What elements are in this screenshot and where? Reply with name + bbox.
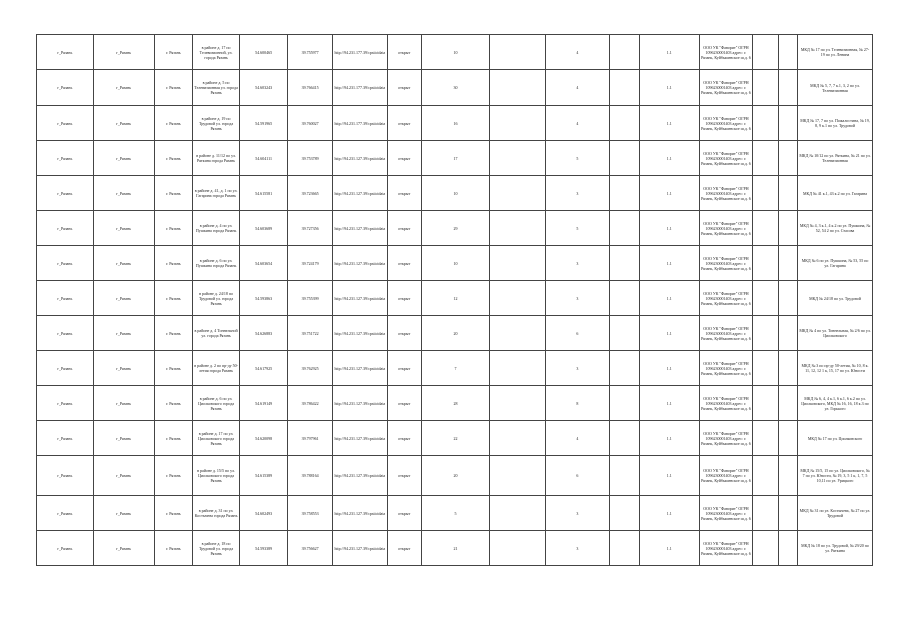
link-cell: http://94.231.127.39/cpsticidata (333, 176, 388, 211)
settlement-cell: г_Рязань (37, 281, 94, 316)
latitude-cell: 54.603654 (240, 246, 288, 281)
container-count-cell: 3 (545, 531, 609, 566)
container-count-cell: 3 (545, 496, 609, 531)
blank-cell (753, 246, 779, 281)
latitude-cell: 54.619149 (240, 386, 288, 421)
settlement-cell: г_Рязань (37, 351, 94, 386)
longitude-cell: 39.724179 (288, 246, 333, 281)
blank-cell (609, 70, 639, 106)
blank-cell (753, 386, 779, 421)
area-cell: 29 (421, 211, 489, 246)
settlement-cell: г_Рязань (37, 496, 94, 531)
site-type-cell: открыт (387, 35, 421, 70)
latitude-cell: 54.615389 (240, 456, 288, 496)
city-cell: г. Рязань (154, 531, 192, 566)
served-buildings-cell: МКД № 6, 4, 4 к.1, 6 к.1, 6 к.2 по ул. Циолковского, МКД № 16, 16, 18 к.3 по ул. Горького (798, 386, 873, 421)
capacity-cell: 1.1 (639, 246, 699, 281)
served-buildings-cell: МКД № 17 по ул. Циолковского (798, 421, 873, 456)
address-cell: в районе д. 11/12 по ул. Ряткина города Рязань (193, 141, 240, 176)
container-count-cell: 6 (545, 456, 609, 496)
link-cell: http://94.231.177.39/cpsticidata (333, 35, 388, 70)
address-cell: в районе д. 18 по Трудовой ул. города Рязань (193, 531, 240, 566)
blank-cell (778, 531, 797, 566)
district-cell: г_Рязань (93, 106, 154, 141)
area-cell: 20 (421, 316, 489, 351)
link-cell: http://94.231.127.39/cpsticidata (333, 281, 388, 316)
settlement-cell: г_Рязань (37, 421, 94, 456)
served-buildings-cell: МКД № 4, 3 к.1, 4 к.2 по ул. Пушкина, № 52, 54 2 по ул. Стасова (798, 211, 873, 246)
settlement-cell: г_Рязань (37, 531, 94, 566)
served-buildings-cell: МКД № 41 к.1, 43 к.2 по ул. Гагарина (798, 176, 873, 211)
site-type-cell: открыт (387, 246, 421, 281)
container-count-cell: 3 (545, 176, 609, 211)
container-count-cell: 4 (545, 70, 609, 106)
address-cell: в районе д. 24/18 по Трудовой ул. города Рязань (193, 281, 240, 316)
blank-cell (753, 211, 779, 246)
blank-cell (609, 316, 639, 351)
longitude-cell: 39.758553 (288, 496, 333, 531)
served-buildings-cell: МКД № 18 по ул. Трудовой, № 29/20 по ул. Ряткина (798, 531, 873, 566)
latitude-cell: 54.603689 (240, 211, 288, 246)
container-count-cell: 5 (545, 211, 609, 246)
latitude-cell: 54.593389 (240, 531, 288, 566)
city-cell: г. Рязань (154, 386, 192, 421)
table-body (37, 35, 873, 566)
blank-cell (490, 70, 546, 106)
table-row (37, 281, 873, 316)
settlement-cell: г_Рязань (37, 316, 94, 351)
address-cell: в районе д. 19 по Трудовой ул. города Рязань (193, 106, 240, 141)
link-cell: http://94.231.127.39/cpsticidata (333, 351, 388, 386)
settlement-cell: г_Рязань (37, 456, 94, 496)
settlement-cell: г_Рязань (37, 246, 94, 281)
served-buildings-cell: МКД № 17, 7 по ул. Пожалостина, № 19, 8, 9 к.1 по ул. Трудовой (798, 106, 873, 141)
blank-cell (609, 531, 639, 566)
capacity-cell: 1.1 (639, 496, 699, 531)
owner-cell: ООО УК "Фаворит" ОГРН 1096230001403 адрес: г. Рязань, Куйбышевское ш.д. 6 (699, 70, 752, 106)
district-cell: г_Рязань (93, 176, 154, 211)
settlement-cell: г_Рязань (37, 106, 94, 141)
site-type-cell: открыт (387, 351, 421, 386)
blank-cell (753, 351, 779, 386)
table-row (37, 421, 873, 456)
blank-cell (753, 531, 779, 566)
blank-cell (609, 456, 639, 496)
table-row (37, 211, 873, 246)
blank-cell (753, 496, 779, 531)
blank-cell (753, 141, 779, 176)
address-cell: в районе д. 2 по пр-ду 50-летия города Рязань (193, 351, 240, 386)
owner-cell: ООО УК "Фаворит" ОГРН 1096230001403 адрес: г. Рязань, Куйбышевское ш.д. 6 (699, 531, 752, 566)
link-cell: http://94.231.127.39/cpsticidata (333, 141, 388, 176)
container-count-cell: 3 (545, 281, 609, 316)
table-row (37, 106, 873, 141)
district-cell: г_Рязань (93, 70, 154, 106)
table-row (37, 386, 873, 421)
blank-cell (609, 386, 639, 421)
area-cell: 21 (421, 531, 489, 566)
longitude-cell: 39.755399 (288, 281, 333, 316)
blank-cell (778, 141, 797, 176)
latitude-cell: 54.591965 (240, 106, 288, 141)
longitude-cell: 39.797961 (288, 421, 333, 456)
address-cell: в районе д. 4 Тоннельной ул. города Рязань (193, 316, 240, 351)
owner-cell: ООО УК "Фаворит" ОГРН 1096230001403 адрес: г. Рязань, Куйбышевское ш.д. 6 (699, 316, 752, 351)
longitude-cell: 39.760027 (288, 106, 333, 141)
city-cell: г. Рязань (154, 456, 192, 496)
blank-cell (490, 531, 546, 566)
blank-cell (778, 35, 797, 70)
owner-cell: ООО УК "Фаворит" ОГРН 1096230001403 адрес: г. Рязань, Куйбышевское ш.д. 6 (699, 496, 752, 531)
district-cell: г_Рязань (93, 456, 154, 496)
address-cell: в районе д. 31 по ул. Костычева города Рязань (193, 496, 240, 531)
city-cell: г. Рязань (154, 496, 192, 531)
area-cell: 5 (421, 496, 489, 531)
table-row (37, 316, 873, 351)
site-type-cell: открыт (387, 496, 421, 531)
address-cell: в районе д. 4 по ул. Пушкина города Рязань (193, 211, 240, 246)
capacity-cell: 1.1 (639, 211, 699, 246)
link-cell: http://94.231.177.39/cpsticidata (333, 70, 388, 106)
served-buildings-cell: МКД № 6 по ул. Пушкина, № 53, 55 по ул. Гагарина (798, 246, 873, 281)
district-cell: г_Рязань (93, 141, 154, 176)
address-cell: в районе д. 6 по ул. Пушкина города Рязань (193, 246, 240, 281)
container-count-cell: 4 (545, 421, 609, 456)
area-cell: 30 (421, 70, 489, 106)
container-count-cell: 8 (545, 386, 609, 421)
served-buildings-cell: МКД № 15/5, 15 по ул. Циолковского, № 7 по ул. Юности, № 19, 3, 5 1 к, 1, 7, 5 10,11 по ул. Урицкого (798, 456, 873, 496)
blank-cell (490, 456, 546, 496)
site-type-cell: открыт (387, 281, 421, 316)
area-cell: 20 (421, 456, 489, 496)
capacity-cell: 1.1 (639, 351, 699, 386)
city-cell: г. Рязань (154, 246, 192, 281)
table-row (37, 35, 873, 70)
capacity-cell: 1.1 (639, 456, 699, 496)
blank-cell (778, 316, 797, 351)
blank-cell (490, 496, 546, 531)
district-cell: г_Рязань (93, 531, 154, 566)
area-cell: 10 (421, 176, 489, 211)
site-type-cell: открыт (387, 141, 421, 176)
latitude-cell: 54.603243 (240, 70, 288, 106)
table-row (37, 246, 873, 281)
served-buildings-cell: МКД № 10/12 по ул. Ряткина, № 21 по ул. Телевизионная (798, 141, 873, 176)
link-cell: http://94.231.177.39/cpsticidata (333, 106, 388, 141)
latitude-cell: 54.600465 (240, 35, 288, 70)
settlement-cell: г_Рязань (37, 386, 94, 421)
blank-cell (753, 35, 779, 70)
served-buildings-cell: МКД № 31 по ул. Костычева, № 27 по ул. Трудовой (798, 496, 873, 531)
latitude-cell: 54.602493 (240, 496, 288, 531)
area-cell: 22 (421, 421, 489, 456)
area-cell: 10 (421, 246, 489, 281)
link-cell: http://94.231.127.39/cpsticidata (333, 386, 388, 421)
city-cell: г. Рязань (154, 421, 192, 456)
blank-cell (609, 35, 639, 70)
link-cell: http://94.231.127.39/cpsticidata (333, 456, 388, 496)
owner-cell: ООО УК "Фаворит" ОГРН 1096230001403 адрес: г. Рязань, Куйбышевское ш.д. 6 (699, 141, 752, 176)
longitude-cell: 39.762925 (288, 351, 333, 386)
blank-cell (778, 211, 797, 246)
blank-cell (753, 421, 779, 456)
owner-cell: ООО УК "Фаворит" ОГРН 1096230001403 адрес: г. Рязань, Куйбышевское ш.д. 6 (699, 281, 752, 316)
table-row (37, 496, 873, 531)
blank-cell (490, 316, 546, 351)
latitude-cell: 54.626883 (240, 316, 288, 351)
area-cell: 16 (421, 106, 489, 141)
blank-cell (778, 386, 797, 421)
blank-cell (753, 316, 779, 351)
table-row (37, 70, 873, 106)
area-cell: 28 (421, 386, 489, 421)
district-cell: г_Рязань (93, 421, 154, 456)
site-type-cell: открыт (387, 106, 421, 141)
city-cell: г. Рязань (154, 141, 192, 176)
capacity-cell: 1.1 (639, 421, 699, 456)
link-cell: http://94.231.127.39/cpsticidata (333, 246, 388, 281)
registry-table (36, 34, 873, 566)
capacity-cell: 1.1 (639, 70, 699, 106)
area-cell: 10 (421, 35, 489, 70)
blank-cell (778, 351, 797, 386)
blank-cell (609, 496, 639, 531)
owner-cell: ООО УК "Фаворит" ОГРН 1096230001403 адрес: г. Рязань, Куйбышевское ш.д. 6 (699, 351, 752, 386)
blank-cell (753, 106, 779, 141)
area-cell: 12 (421, 281, 489, 316)
capacity-cell: 1.1 (639, 316, 699, 351)
blank-cell (778, 246, 797, 281)
latitude-cell: 54.615581 (240, 176, 288, 211)
settlement-cell: г_Рязань (37, 211, 94, 246)
capacity-cell: 1.1 (639, 106, 699, 141)
site-type-cell: открыт (387, 386, 421, 421)
link-cell: http://94.231.127.39/cpsticidata (333, 421, 388, 456)
capacity-cell: 1.1 (639, 176, 699, 211)
served-buildings-cell: МКД № 5, 7, 7 к.1, 3, 2 по ул. Телевизионная (798, 70, 873, 106)
blank-cell (753, 281, 779, 316)
site-type-cell: открыт (387, 211, 421, 246)
latitude-cell: 54.593863 (240, 281, 288, 316)
served-buildings-cell: МКД № 17 по ул. Телевизионная, № 27-19 по ул. Ленина (798, 35, 873, 70)
blank-cell (753, 456, 779, 496)
blank-cell (778, 421, 797, 456)
table-row (37, 141, 873, 176)
longitude-cell: 39.766415 (288, 70, 333, 106)
owner-cell: ООО УК "Фаворит" ОГРН 1096230001403 адрес: г. Рязань, Куйбышевское ш.д. 6 (699, 386, 752, 421)
district-cell: г_Рязань (93, 316, 154, 351)
longitude-cell: 39.751722 (288, 316, 333, 351)
owner-cell: ООО УК "Фаворит" ОГРН 1096230001403 адрес: г. Рязань, Куйбышевское ш.д. 6 (699, 456, 752, 496)
area-cell: 17 (421, 141, 489, 176)
district-cell: г_Рязань (93, 496, 154, 531)
settlement-cell: г_Рязань (37, 176, 94, 211)
site-type-cell: открыт (387, 531, 421, 566)
link-cell: http://94.231.127.39/cpsticidata (333, 316, 388, 351)
blank-cell (778, 106, 797, 141)
longitude-cell: 39.753789 (288, 141, 333, 176)
address-cell: в районе д. 6 по ул. Циолковского города Рязань (193, 386, 240, 421)
blank-cell (609, 141, 639, 176)
table-row (37, 351, 873, 386)
owner-cell: ООО УК "Фаворит" ОГРН 1096230001403 адрес: г. Рязань, Куйбышевское ш.д. 6 (699, 246, 752, 281)
city-cell: г. Рязань (154, 351, 192, 386)
served-buildings-cell: МКД № 24/18 по ул. Трудовой (798, 281, 873, 316)
blank-cell (778, 496, 797, 531)
blank-cell (490, 141, 546, 176)
latitude-cell: 54.604111 (240, 141, 288, 176)
blank-cell (490, 246, 546, 281)
city-cell: г. Рязань (154, 281, 192, 316)
district-cell: г_Рязань (93, 211, 154, 246)
area-cell: 7 (421, 351, 489, 386)
owner-cell: ООО УК "Фаворит" ОГРН 1096230001403 адрес: г. Рязань, Куйбышевское ш.д. 6 (699, 421, 752, 456)
blank-cell (778, 456, 797, 496)
table-row (37, 176, 873, 211)
capacity-cell: 1.1 (639, 141, 699, 176)
table-row (37, 531, 873, 566)
blank-cell (609, 246, 639, 281)
address-cell: в районе д. 41, д. 1 по ул. Гагарина города Рязань (193, 176, 240, 211)
container-count-cell: 6 (545, 316, 609, 351)
address-cell: в районе д. 5 по Телевизионная ул. города Рязань (193, 70, 240, 106)
blank-cell (490, 386, 546, 421)
blank-cell (490, 176, 546, 211)
owner-cell: ООО УК "Фаворит" ОГРН 1096230001403 адрес: г. Рязань, Куйбышевское ш.д. 6 (699, 211, 752, 246)
site-type-cell: открыт (387, 70, 421, 106)
container-count-cell: 3 (545, 351, 609, 386)
longitude-cell: 39.727356 (288, 211, 333, 246)
blank-cell (490, 351, 546, 386)
container-count-cell: 4 (545, 106, 609, 141)
district-cell: г_Рязань (93, 246, 154, 281)
site-type-cell: открыт (387, 456, 421, 496)
city-cell: г. Рязань (154, 211, 192, 246)
settlement-cell: г_Рязань (37, 35, 94, 70)
served-buildings-cell: МКД № 3 по пр-ду 50-летия, № 10, 8 к. 11, 12, 12 1 к, 15, 17 по ул. Юности (798, 351, 873, 386)
blank-cell (609, 211, 639, 246)
site-type-cell: открыт (387, 316, 421, 351)
blank-cell (490, 35, 546, 70)
blank-cell (490, 106, 546, 141)
latitude-cell: 54.617925 (240, 351, 288, 386)
blank-cell (609, 351, 639, 386)
address-cell: в районе д. 17 по ул. Циолковского города Рязань (193, 421, 240, 456)
link-cell: http://94.231.127.39/cpsticidata (333, 211, 388, 246)
site-type-cell: открыт (387, 176, 421, 211)
owner-cell: ООО УК "Фаворит" ОГРН 1096230001403 адрес: г. Рязань, Куйбышевское ш.д. 6 (699, 176, 752, 211)
owner-cell: ООО УК "Фаворит" ОГРН 1096230001403 адрес: г. Рязань, Куйбышевское ш.д. 6 (699, 35, 752, 70)
capacity-cell: 1.1 (639, 35, 699, 70)
link-cell: http://94.231.127.39/cpsticidata (333, 531, 388, 566)
settlement-cell: г_Рязань (37, 141, 94, 176)
blank-cell (490, 211, 546, 246)
blank-cell (609, 176, 639, 211)
container-count-cell: 5 (545, 141, 609, 176)
district-cell: г_Рязань (93, 281, 154, 316)
blank-cell (609, 421, 639, 456)
table-row (37, 456, 873, 496)
latitude-cell: 54.620098 (240, 421, 288, 456)
city-cell: г. Рязань (154, 176, 192, 211)
container-count-cell: 3 (545, 246, 609, 281)
container-count-cell: 4 (545, 35, 609, 70)
blank-cell (753, 176, 779, 211)
blank-cell (778, 281, 797, 316)
district-cell: г_Рязань (93, 35, 154, 70)
blank-cell (490, 421, 546, 456)
district-cell: г_Рязань (93, 351, 154, 386)
capacity-cell: 1.1 (639, 281, 699, 316)
blank-cell (609, 106, 639, 141)
owner-cell: ООО УК "Фаворит" ОГРН 1096230001403 адрес: г. Рязань, Куйбышевское ш.д. 6 (699, 106, 752, 141)
site-type-cell: открыт (387, 421, 421, 456)
blank-cell (778, 176, 797, 211)
city-cell: г. Рязань (154, 70, 192, 106)
address-cell: в районе д. 15/5 по ул. Циолковского города Рязань (193, 456, 240, 496)
blank-cell (778, 70, 797, 106)
blank-cell (490, 281, 546, 316)
city-cell: г. Рязань (154, 316, 192, 351)
city-cell: г. Рязань (154, 106, 192, 141)
capacity-cell: 1.1 (639, 531, 699, 566)
longitude-cell: 39.786422 (288, 386, 333, 421)
longitude-cell: 39.756627 (288, 531, 333, 566)
district-cell: г_Рязань (93, 386, 154, 421)
longitude-cell: 39.755977 (288, 35, 333, 70)
address-cell: в районе д. 17 по Телевизионной, ул. города Рязань (193, 35, 240, 70)
longitude-cell: 39.723665 (288, 176, 333, 211)
blank-cell (609, 281, 639, 316)
served-buildings-cell: МКД № 4 по ул. Тоннельная, № 2/6 по ул. Циолковского (798, 316, 873, 351)
city-cell: г. Рязань (154, 35, 192, 70)
capacity-cell: 1.1 (639, 386, 699, 421)
blank-cell (753, 70, 779, 106)
longitude-cell: 39.788164 (288, 456, 333, 496)
link-cell: http://94.231.127.39/cpsticidata (333, 496, 388, 531)
settlement-cell: г_Рязань (37, 70, 94, 106)
